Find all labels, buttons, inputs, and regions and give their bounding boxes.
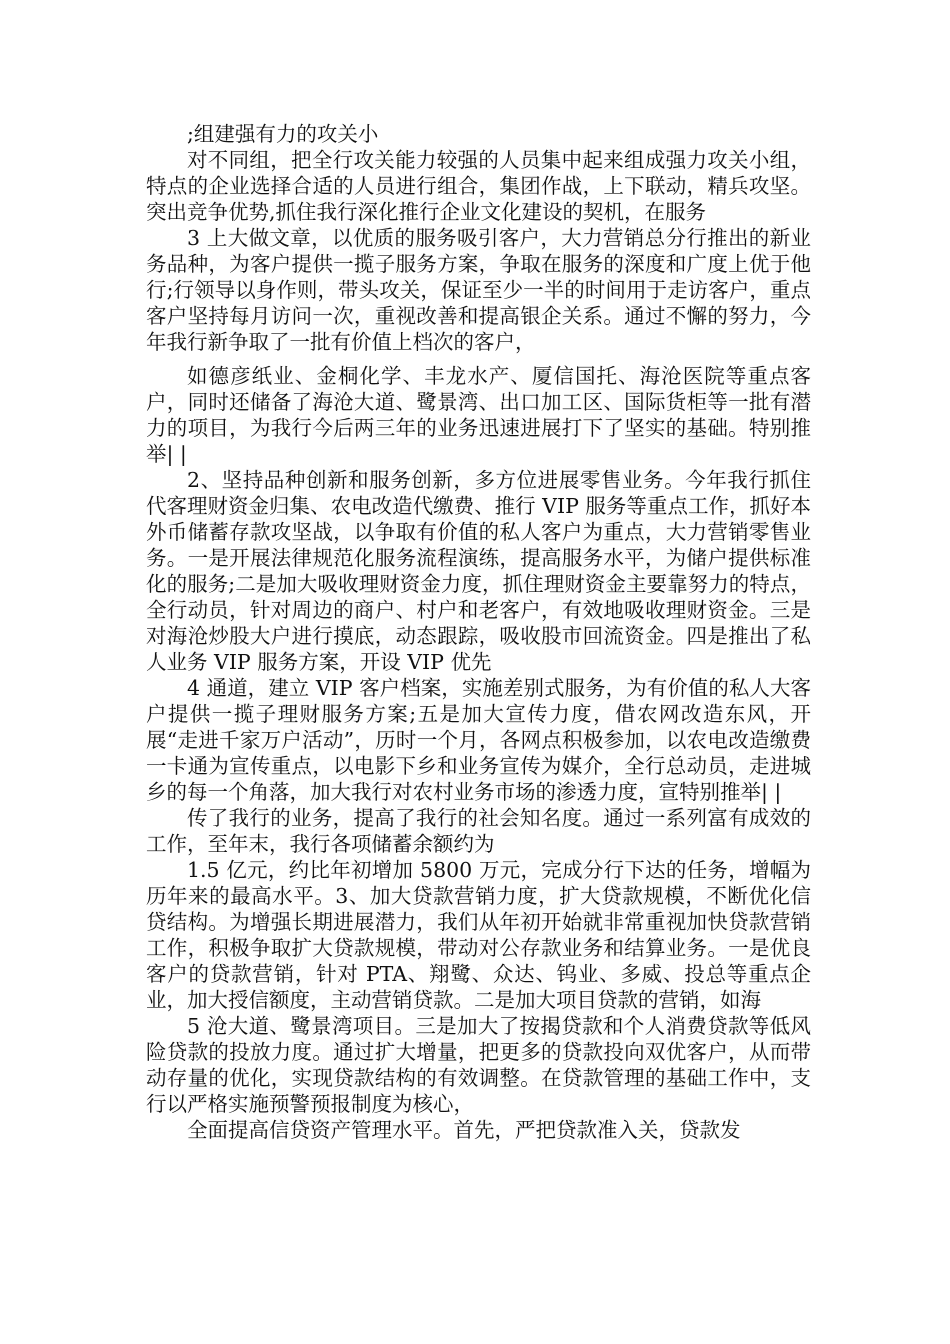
paragraph: 2、坚持品种创新和服务创新，多方位进展零售业务。今年我行抓住代客理财资金归集、农电改造代缴费、推行 VIP 服务等重点工作，抓好本外币储蓄存款攻坚战，以争取有价值的私人客户为重点，大力营销零售业务。一是开展法律规范化服务流程演练，提高服务水平，为储户提供标准化的服务;二是加大吸收理财资金力度，抓住理财资金主要靠努力的特点，全行动员，针对周边的商户、村户和老客户，有效地吸收理财资金。三是对海沧炒股大户进行摸底，动态跟踪，吸收股市回流资金。四是推出了私人业务 VIP 服务方案，开设 VIP 优先 (146, 468, 811, 674)
paragraph: 4 通道，建立 VIP 客户档案，实施差别式服务，为有价值的私人大客户提供一揽子理财服务方案;五是加大宣传力度，借农网改造东风，开展“走进千家万户活动”，历时一个月，各网点积极参加，以农电改造缴费一卡通为宣传重点，以电影下乡和业务宣传为媒介，全行总动员，走进城乡的每一个角落，加大我行对农村业务市场的渗透力度，宣特别推举| | (146, 676, 811, 804)
paragraph: 3 上大做文章，以优质的服务吸引客户，大力营销总分行推出的新业务品种，为客户提供一揽子服务方案，争取在服务的深度和广度上优于他行;行领导以身作则，带头攻关，保证至少一半的时间用于走访客户，重点客户坚持每月访问一次，重视改善和提高银企关系。通过不懈的努力，今年我行新争取了一批有价值上档次的客户， (146, 226, 811, 354)
paragraph: 如德彦纸业、金桐化学、丰龙水产、厦信国托、海沧医院等重点客户，同时还储备了海沧大道、鹭景湾、出口加工区、国际货柜等一批有潜力的项目，为我行今后两三年的业务迅速进展打下了坚实的基础。特别推举| | (146, 364, 811, 466)
paragraph-gap (146, 355, 811, 363)
paragraph: ;组建强有力的攻关小 (187, 122, 379, 146)
paragraph: 传了我行的业务，提高了我行的社会知名度。通过一系列富有成效的工作，至年末，我行各项储蓄余额约为 (146, 806, 811, 856)
paragraph: 全面提高信贷资产管理水平。首先，严把贷款准入关，贷款发 (187, 1118, 741, 1142)
document-body (146, 121, 811, 1143)
paragraph: 5 沧大道、鹭景湾项目。三是加大了按揭贷款和个人消费贷款等低风险贷款的投放力度。通过扩大增量，把更多的贷款投向双优客户，从而带动存量的优化，实现贷款结构的有效调整。在贷款管理的基础工作中，支行以严格实施预警预报制度为核心， (146, 1014, 811, 1116)
paragraph: 对不同组，把全行攻关能力较强的人员集中起来组成强力攻关小组，特点的企业选择合适的人员进行组合，集团作战，上下联动，精兵攻坚。突出竞争优势,抓住我行深化推行企业文化建设的契机，在服务 (146, 148, 811, 224)
paragraph: 1.5 亿元，约比年初增加 5800 万元，完成分行下达的任务，增幅为历年来的最高水平。3、加大贷款营销力度，扩大贷款规模，不断优化信贷结构。为增强长期进展潜力，我们从年初开始就非常重视加快贷款营销工作，积极争取扩大贷款规模，带动对公存款业务和结算业务。一是优良客户的贷款营销，针对 PTA、翔鹭、众达、钨业、多威、投总等重点企业，加大授信额度，主动营销贷款。二是加大项目贷款的营销，如海 (146, 858, 811, 1012)
